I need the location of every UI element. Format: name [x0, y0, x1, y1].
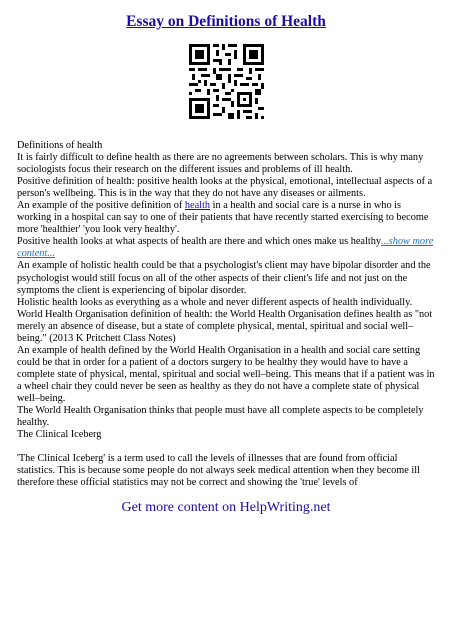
paragraph: Positive definition of health: positive health looks at the physical, emotional, intellectual aspects of a person's wellbeing. This is in the way that they do not have any diseases or ailments. [17, 176, 433, 200]
paragraph: 'The Clinical Iceberg' is a term used to call the levels of illnesses that are found from official statistics. This is because some people do not always seek medical attention when they become ill therefore these official statistics may not be correct and showing the 'true' levels of [17, 453, 421, 489]
paragraph: Positive health looks at what aspects of health are there and which ones make us healthy...show more content... [17, 236, 434, 260]
document-title[interactable]: Essay on Definitions of Health [126, 13, 326, 30]
paragraph: An example of holistic health could be that a psychologist's client may have bipolar disorder and the psychologist would still focus on all of the other aspects of their client's life and not just on the symptoms the client is experiencing of bipolar disorder. [17, 260, 431, 296]
footer-link[interactable]: Get more content on HelpWriting.net [121, 500, 331, 515]
subheading: The Clinical Iceberg [17, 429, 102, 441]
paragraph: Holistic health looks as everything as a whole and never different aspects of health individually. [17, 296, 413, 308]
qr-code-icon [189, 44, 264, 119]
essay-body [17, 140, 437, 489]
section-heading: Definitions of health [17, 140, 103, 151]
paragraph: It is fairly difficult to define health as there are no agreements between scholars. This is why many sociologists focus their research on the different issues and problems of ill health. [17, 152, 424, 176]
show-more-link[interactable]: ...show more content... [17, 236, 434, 260]
paragraph: An example of health defined by the World Health Organisation in a health and social care setting could be that in order for a patient of a doctors surgery to be healthy they would have to have a complete state of physical, mental, spiritual and social well–being. This means that if a patient was in a wheel chair they could never be seen as healthy as they do not have a complete state of physical well–being. [17, 344, 435, 404]
paragraph: The World Health Organisation thinks that people must have all complete aspects to be completely healthy. [17, 405, 424, 429]
health-link[interactable]: health [184, 200, 211, 212]
paragraph: An example of the positive definition of health in a health and social care is a nurse in who is working in a hospital can say to one of their patients that have recently started exercising to become more 'healthier' 'you look very healthy'. [17, 200, 429, 236]
paragraph: World Health Organisation definition of health: the World Health Organisation defines health as "not merely an absence of disease, but a state of complete physical, mental, spiritual and social well–being." (2013 K Pritchett Class Notes) [17, 308, 433, 344]
